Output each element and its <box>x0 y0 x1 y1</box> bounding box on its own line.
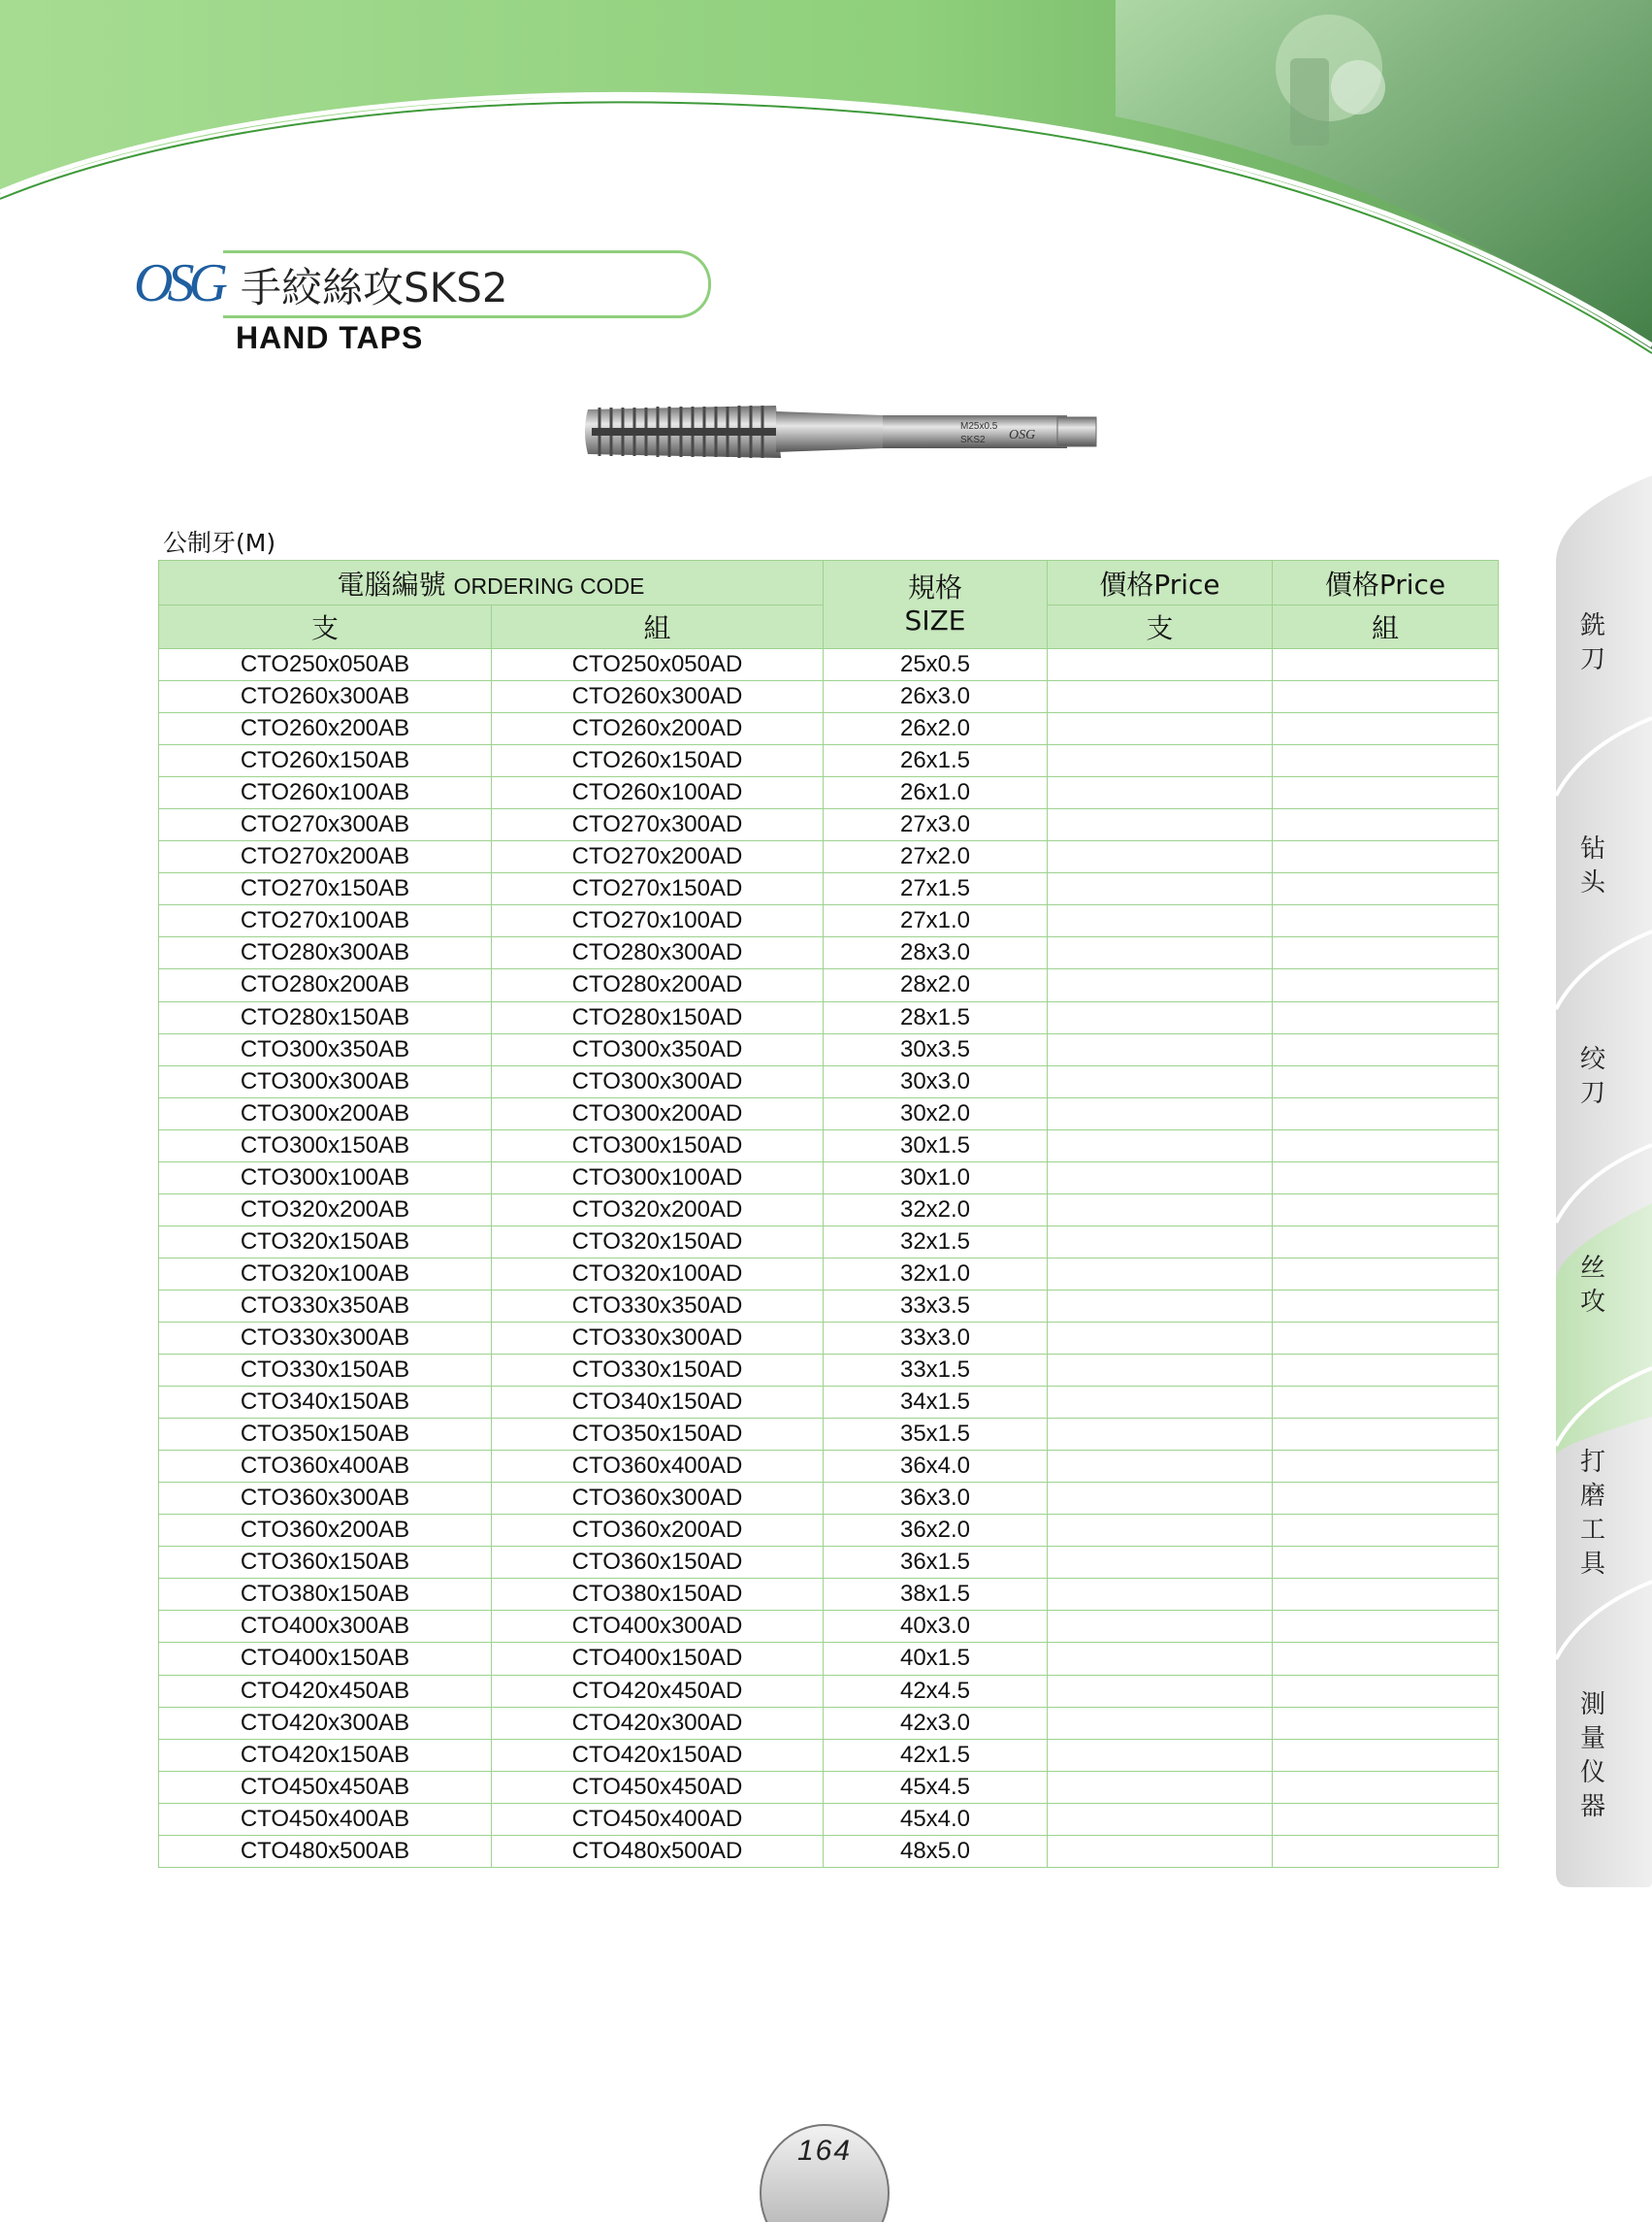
price-single-cell <box>1048 1771 1273 1803</box>
ordering-code-header <box>159 561 824 605</box>
table-row <box>159 1739 1499 1771</box>
set-code-cell: CTO270x200AD <box>492 841 824 873</box>
page-title: 手絞絲攻SKS2 <box>241 264 508 311</box>
side-tab-tap-active[interactable]: 丝攻 <box>1579 1254 1605 1317</box>
size-cell: 30x1.5 <box>824 1129 1048 1161</box>
size-header-zh: 規格 <box>907 572 962 604</box>
set-code-cell: CTO280x150AD <box>492 1001 824 1033</box>
table-row <box>159 649 1499 681</box>
price-single-cell <box>1048 777 1273 809</box>
price-set-cell <box>1273 1547 1499 1579</box>
single-code-cell: CTO300x350AB <box>159 1033 492 1065</box>
table-row <box>159 1835 1499 1867</box>
single-code-cell: CTO420x150AB <box>159 1739 492 1771</box>
single-code-cell: CTO330x300AB <box>159 1322 492 1354</box>
price-single-cell <box>1048 1161 1273 1193</box>
size-cell: 26x2.0 <box>824 713 1048 745</box>
size-cell: 42x3.0 <box>824 1707 1048 1739</box>
size-cell: 26x3.0 <box>824 681 1048 713</box>
price-single-cell <box>1048 1033 1273 1065</box>
price-single-cell <box>1048 1643 1273 1675</box>
size-header <box>824 561 1048 649</box>
price-set-cell <box>1273 1515 1499 1547</box>
set-code-cell: CTO300x200AD <box>492 1097 824 1129</box>
single-code-cell: CTO320x200AB <box>159 1193 492 1225</box>
size-cell: 33x1.5 <box>824 1355 1048 1387</box>
table-row <box>159 937 1499 969</box>
set-code-cell: CTO260x150AD <box>492 745 824 777</box>
table-row <box>159 745 1499 777</box>
price-set-cell <box>1273 713 1499 745</box>
single-code-cell: CTO280x300AB <box>159 937 492 969</box>
price-single-cell <box>1048 1483 1273 1515</box>
size-cell: 26x1.5 <box>824 745 1048 777</box>
single-code-cell: CTO260x150AB <box>159 745 492 777</box>
price-set-cell <box>1273 969 1499 1001</box>
set-code-cell: CTO320x200AD <box>492 1193 824 1225</box>
single-code-cell: CTO270x300AB <box>159 809 492 841</box>
single-code-cell: CTO300x100AB <box>159 1161 492 1193</box>
price-set-cell <box>1273 937 1499 969</box>
single-code-cell: CTO360x400AB <box>159 1451 492 1483</box>
size-cell: 35x1.5 <box>824 1419 1048 1451</box>
single-code-cell: CTO270x200AB <box>159 841 492 873</box>
table-row <box>159 873 1499 905</box>
page-subtitle: HAND TAPS <box>236 320 424 355</box>
size-cell: 33x3.0 <box>824 1322 1048 1354</box>
price-set-cell <box>1273 1129 1499 1161</box>
single-code-cell: CTO260x100AB <box>159 777 492 809</box>
single-code-cell: CTO380x150AB <box>159 1579 492 1611</box>
price-set-unit-header: 組 <box>1273 605 1499 649</box>
single-code-cell: CTO280x200AB <box>159 969 492 1001</box>
size-cell: 27x2.0 <box>824 841 1048 873</box>
price-set-cell <box>1273 1675 1499 1707</box>
price-single-header: 價格Price <box>1048 561 1273 605</box>
ordering-code-header-en: ORDERING CODE <box>453 572 645 599</box>
single-code-cell: CTO420x450AB <box>159 1675 492 1707</box>
single-code-cell: CTO480x500AB <box>159 1835 492 1867</box>
side-tab-drill[interactable]: 钻头 <box>1579 834 1605 898</box>
product-title-block <box>134 250 590 318</box>
set-code-cell: CTO480x500AD <box>492 1835 824 1867</box>
set-code-cell: CTO360x150AD <box>492 1547 824 1579</box>
price-set-cell <box>1273 1419 1499 1451</box>
size-cell: 40x1.5 <box>824 1643 1048 1675</box>
price-set-cell <box>1273 649 1499 681</box>
table-row <box>159 1387 1499 1419</box>
set-code-cell: CTO420x300AD <box>492 1707 824 1739</box>
size-cell: 36x1.5 <box>824 1547 1048 1579</box>
set-code-cell: CTO280x200AD <box>492 969 824 1001</box>
hand-tap-spec-table <box>158 560 1499 1868</box>
price-set-cell <box>1273 1579 1499 1611</box>
price-single-cell <box>1048 1707 1273 1739</box>
table-row <box>159 1771 1499 1803</box>
single-code-cell: CTO250x050AB <box>159 649 492 681</box>
price-set-cell <box>1273 1611 1499 1643</box>
price-single-cell <box>1048 745 1273 777</box>
price-single-cell <box>1048 1579 1273 1611</box>
size-cell: 28x2.0 <box>824 969 1048 1001</box>
price-set-cell <box>1273 1033 1499 1065</box>
table-row <box>159 1065 1499 1097</box>
single-code-cell: CTO450x450AB <box>159 1771 492 1803</box>
price-single-cell <box>1048 937 1273 969</box>
size-cell: 36x4.0 <box>824 1451 1048 1483</box>
side-tab-grinding[interactable]: 打磨工具 <box>1579 1448 1605 1579</box>
price-single-cell <box>1048 1739 1273 1771</box>
price-set-cell <box>1273 745 1499 777</box>
single-code-cell: CTO330x350AB <box>159 1290 492 1322</box>
price-single-cell <box>1048 1803 1273 1835</box>
single-code-cell: CTO280x150AB <box>159 1001 492 1033</box>
set-code-cell: CTO360x400AD <box>492 1451 824 1483</box>
size-cell: 32x1.5 <box>824 1225 1048 1258</box>
price-single-cell <box>1048 713 1273 745</box>
price-set-cell <box>1273 1065 1499 1097</box>
table-row <box>159 841 1499 873</box>
table-row <box>159 1290 1499 1322</box>
table-row <box>159 1803 1499 1835</box>
size-cell: 45x4.0 <box>824 1803 1048 1835</box>
price-set-cell <box>1273 1161 1499 1193</box>
price-single-cell <box>1048 1001 1273 1033</box>
set-code-cell: CTO360x200AD <box>492 1515 824 1547</box>
price-set-cell <box>1273 873 1499 905</box>
single-code-cell: CTO260x200AB <box>159 713 492 745</box>
table-row <box>159 681 1499 713</box>
price-set-cell <box>1273 1707 1499 1739</box>
set-code-cell: CTO450x450AD <box>492 1771 824 1803</box>
price-set-cell <box>1273 1322 1499 1354</box>
table-body <box>159 649 1499 1868</box>
price-single-cell <box>1048 1515 1273 1547</box>
tool-marking-size: M25x0.5 <box>960 421 998 432</box>
price-single-cell <box>1048 969 1273 1001</box>
size-cell: 48x5.0 <box>824 1835 1048 1867</box>
price-single-cell <box>1048 1193 1273 1225</box>
set-code-cell: CTO350x150AD <box>492 1419 824 1451</box>
section-label-metric: 公制牙(M) <box>163 529 276 557</box>
single-code-cell: CTO400x300AB <box>159 1611 492 1643</box>
price-single-cell <box>1048 1290 1273 1322</box>
size-cell: 33x3.5 <box>824 1290 1048 1322</box>
set-code-cell: CTO300x350AD <box>492 1033 824 1065</box>
price-set-header: 價格Price <box>1273 561 1499 605</box>
single-code-cell: CTO420x300AB <box>159 1707 492 1739</box>
set-code-cell: CTO260x100AD <box>492 777 824 809</box>
set-code-cell: CTO380x150AD <box>492 1579 824 1611</box>
table-row <box>159 1643 1499 1675</box>
price-single-cell <box>1048 1419 1273 1451</box>
set-code-cell: CTO300x150AD <box>492 1129 824 1161</box>
tool-marking-logo: OSG <box>1009 428 1036 442</box>
price-single-cell <box>1048 1258 1273 1290</box>
set-code-cell: CTO280x300AD <box>492 937 824 969</box>
price-set-cell <box>1273 905 1499 937</box>
price-single-cell <box>1048 1387 1273 1419</box>
table-row <box>159 777 1499 809</box>
price-single-cell <box>1048 1355 1273 1387</box>
size-header-en: SIZE <box>904 605 966 637</box>
price-single-cell <box>1048 1451 1273 1483</box>
table-row <box>159 1419 1499 1451</box>
size-cell: 42x4.5 <box>824 1675 1048 1707</box>
size-cell: 34x1.5 <box>824 1387 1048 1419</box>
single-code-cell: CTO450x400AB <box>159 1803 492 1835</box>
set-code-cell: CTO260x300AD <box>492 681 824 713</box>
price-single-cell <box>1048 1611 1273 1643</box>
set-code-cell: CTO270x300AD <box>492 809 824 841</box>
set-code-cell: CTO450x400AD <box>492 1803 824 1835</box>
single-code-cell: CTO270x100AB <box>159 905 492 937</box>
price-set-cell <box>1273 1097 1499 1129</box>
price-set-cell <box>1273 1258 1499 1290</box>
size-cell: 40x3.0 <box>824 1611 1048 1643</box>
table-row <box>159 1161 1499 1193</box>
price-single-cell <box>1048 1097 1273 1129</box>
hand-tap-image <box>582 398 1106 466</box>
set-code-cell: CTO330x300AD <box>492 1322 824 1354</box>
single-code-cell: CTO300x300AB <box>159 1065 492 1097</box>
set-code-cell: CTO260x200AD <box>492 713 824 745</box>
set-code-cell: CTO320x100AD <box>492 1258 824 1290</box>
single-code-cell: CTO270x150AB <box>159 873 492 905</box>
table-row <box>159 1001 1499 1033</box>
table-row <box>159 1129 1499 1161</box>
side-tab-measuring[interactable]: 測量仪器 <box>1579 1690 1605 1821</box>
set-code-cell: CTO300x300AD <box>492 1065 824 1097</box>
table-row <box>159 1033 1499 1065</box>
price-set-cell <box>1273 777 1499 809</box>
price-set-cell <box>1273 681 1499 713</box>
table-row <box>159 1515 1499 1547</box>
table-header-row-1 <box>159 561 1499 605</box>
table-row <box>159 809 1499 841</box>
set-code-cell: CTO420x450AD <box>492 1675 824 1707</box>
price-single-cell <box>1048 1835 1273 1867</box>
price-single-cell <box>1048 809 1273 841</box>
size-cell: 26x1.0 <box>824 777 1048 809</box>
set-code-cell: CTO330x350AD <box>492 1290 824 1322</box>
table-row <box>159 1707 1499 1739</box>
single-code-cell: CTO360x300AB <box>159 1483 492 1515</box>
table-row <box>159 1483 1499 1515</box>
price-set-cell <box>1273 1483 1499 1515</box>
table-row <box>159 1547 1499 1579</box>
size-cell: 27x3.0 <box>824 809 1048 841</box>
single-code-cell: CTO330x150AB <box>159 1355 492 1387</box>
size-cell: 45x4.5 <box>824 1771 1048 1803</box>
size-cell: 38x1.5 <box>824 1579 1048 1611</box>
price-single-cell <box>1048 1675 1273 1707</box>
set-code-cell: CTO250x050AD <box>492 649 824 681</box>
price-set-cell <box>1273 1835 1499 1867</box>
size-cell: 32x1.0 <box>824 1258 1048 1290</box>
single-code-cell: CTO300x200AB <box>159 1097 492 1129</box>
price-single-cell <box>1048 873 1273 905</box>
side-tab-reamer[interactable]: 绞刀 <box>1579 1045 1605 1108</box>
single-code-header: 支 <box>159 605 492 649</box>
size-cell: 36x3.0 <box>824 1483 1048 1515</box>
size-cell: 30x3.5 <box>824 1033 1048 1065</box>
set-code-cell: CTO400x150AD <box>492 1643 824 1675</box>
price-set-cell <box>1273 809 1499 841</box>
size-cell: 36x2.0 <box>824 1515 1048 1547</box>
size-cell: 25x0.5 <box>824 649 1048 681</box>
size-cell: 32x2.0 <box>824 1193 1048 1225</box>
price-single-cell <box>1048 1547 1273 1579</box>
size-cell: 28x3.0 <box>824 937 1048 969</box>
set-code-cell: CTO330x150AD <box>492 1355 824 1387</box>
set-code-cell: CTO340x150AD <box>492 1387 824 1419</box>
price-set-cell <box>1273 1290 1499 1322</box>
table-row <box>159 1258 1499 1290</box>
price-set-cell <box>1273 1771 1499 1803</box>
price-single-cell <box>1048 649 1273 681</box>
single-code-cell: CTO350x150AB <box>159 1419 492 1451</box>
single-code-cell: CTO360x150AB <box>159 1547 492 1579</box>
price-single-cell <box>1048 681 1273 713</box>
side-tab-milling[interactable]: 銑刀 <box>1579 611 1605 674</box>
table-row <box>159 1675 1499 1707</box>
table-row <box>159 1225 1499 1258</box>
single-code-cell: CTO260x300AB <box>159 681 492 713</box>
price-set-cell <box>1273 841 1499 873</box>
price-set-cell <box>1273 1451 1499 1483</box>
price-single-unit-header: 支 <box>1048 605 1273 649</box>
price-single-cell <box>1048 1322 1273 1354</box>
table-row <box>159 1193 1499 1225</box>
price-set-cell <box>1273 1193 1499 1225</box>
size-cell: 30x1.0 <box>824 1161 1048 1193</box>
size-cell: 30x3.0 <box>824 1065 1048 1097</box>
size-cell: 27x1.5 <box>824 873 1048 905</box>
size-cell: 27x1.0 <box>824 905 1048 937</box>
single-code-cell: CTO400x150AB <box>159 1643 492 1675</box>
set-code-cell: CTO400x300AD <box>492 1611 824 1643</box>
price-single-cell <box>1048 1129 1273 1161</box>
size-cell: 30x2.0 <box>824 1097 1048 1129</box>
single-code-cell: CTO340x150AB <box>159 1387 492 1419</box>
table-row <box>159 1355 1499 1387</box>
osg-logo: OSG <box>134 253 222 313</box>
set-code-cell: CTO320x150AD <box>492 1225 824 1258</box>
price-single-cell <box>1048 905 1273 937</box>
single-code-cell: CTO360x200AB <box>159 1515 492 1547</box>
single-code-cell: CTO320x150AB <box>159 1225 492 1258</box>
set-code-cell: CTO360x300AD <box>492 1483 824 1515</box>
category-side-tabs <box>1552 475 1652 1892</box>
price-set-cell <box>1273 1387 1499 1419</box>
table-row <box>159 1579 1499 1611</box>
table-row <box>159 713 1499 745</box>
page-number: 164 <box>796 2135 853 2167</box>
table-row <box>159 1611 1499 1643</box>
ordering-code-header-zh: 電腦編號 <box>337 568 446 601</box>
table-row <box>159 905 1499 937</box>
table-row <box>159 1097 1499 1129</box>
set-code-header: 組 <box>492 605 824 649</box>
tool-marking-model: SKS2 <box>960 435 986 445</box>
set-code-cell: CTO270x150AD <box>492 873 824 905</box>
price-set-cell <box>1273 1803 1499 1835</box>
price-single-cell <box>1048 841 1273 873</box>
price-set-cell <box>1273 1739 1499 1771</box>
price-set-cell <box>1273 1643 1499 1675</box>
table-row <box>159 1451 1499 1483</box>
single-code-cell: CTO300x150AB <box>159 1129 492 1161</box>
price-set-cell <box>1273 1355 1499 1387</box>
size-cell: 28x1.5 <box>824 1001 1048 1033</box>
price-set-cell <box>1273 1001 1499 1033</box>
table-row <box>159 969 1499 1001</box>
price-single-cell <box>1048 1225 1273 1258</box>
set-code-cell: CTO420x150AD <box>492 1739 824 1771</box>
price-single-cell <box>1048 1065 1273 1097</box>
size-cell: 42x1.5 <box>824 1739 1048 1771</box>
set-code-cell: CTO270x100AD <box>492 905 824 937</box>
price-set-cell <box>1273 1225 1499 1258</box>
set-code-cell: CTO300x100AD <box>492 1161 824 1193</box>
single-code-cell: CTO320x100AB <box>159 1258 492 1290</box>
table-row <box>159 1322 1499 1354</box>
